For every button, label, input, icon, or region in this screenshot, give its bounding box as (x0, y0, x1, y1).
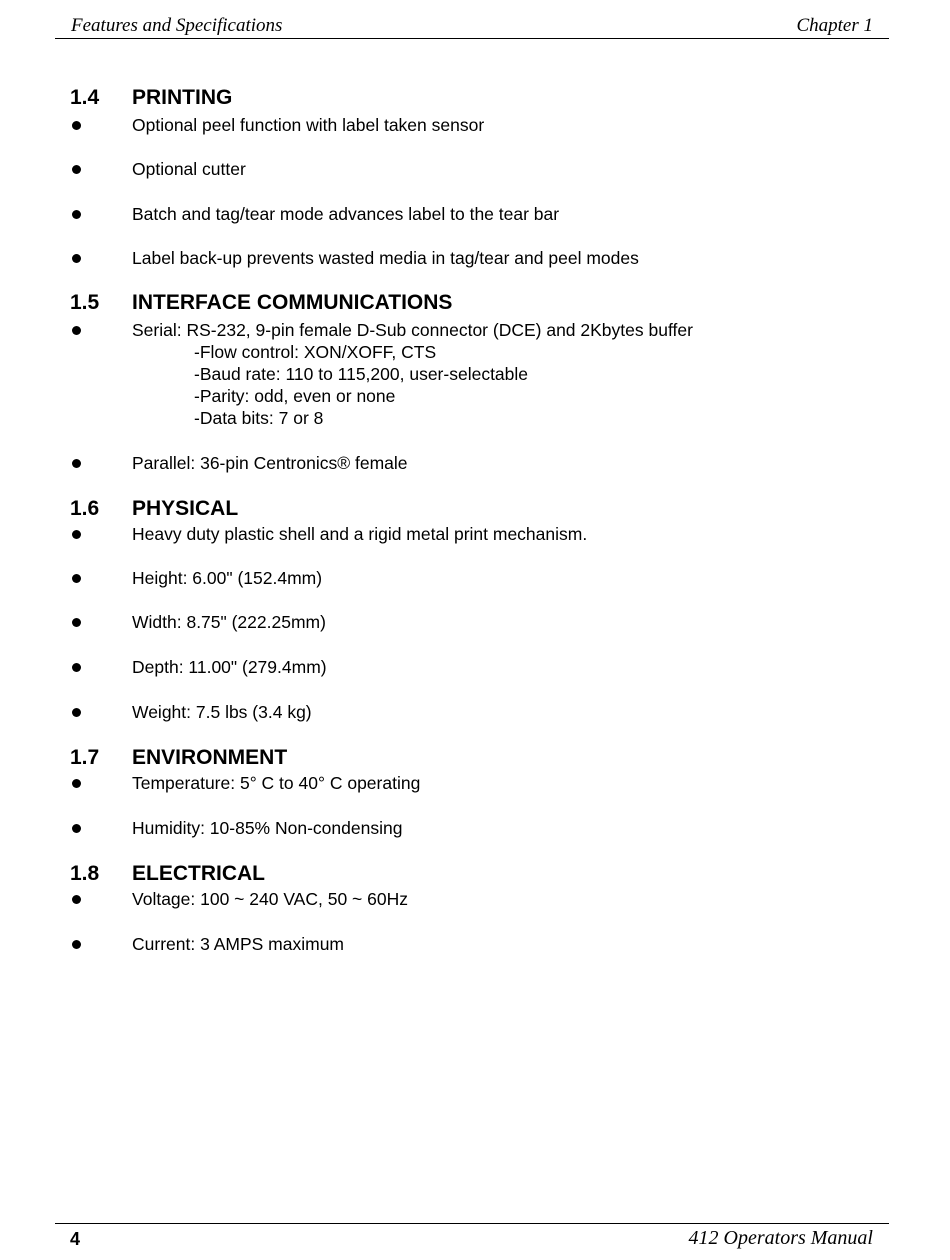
bullet-icon (72, 663, 81, 672)
section-heading (70, 746, 900, 774)
section-environment (70, 746, 900, 838)
bullet-icon (72, 779, 81, 788)
list-item-text: Serial: RS-232, 9-pin female D-Sub connector (DCE) and 2Kbytes buffer (132, 320, 693, 340)
list-item-text: Width: 8.75" (222.25mm) (132, 612, 326, 632)
section-heading (70, 862, 900, 890)
section-number: 1.8 (70, 862, 100, 885)
serial-detail-line: -Baud rate: 110 to 115,200, user-selectable (194, 364, 529, 384)
list-item-text: Heavy duty plastic shell and a rigid metal print mechanism. (132, 524, 588, 544)
serial-details (194, 341, 528, 429)
bullet-icon (72, 326, 81, 335)
bullet-icon (72, 530, 81, 539)
bullet-icon (72, 459, 81, 468)
bullet-icon (72, 708, 81, 717)
section-title: ELECTRICAL (132, 862, 265, 885)
section-title: PHYSICAL (132, 497, 239, 520)
header-chapter: Chapter 1 (796, 15, 873, 36)
section-electrical (70, 862, 900, 954)
bullet-icon (72, 210, 81, 219)
bullet-icon (72, 940, 81, 949)
list-item-text: Voltage: 100 ~ 240 VAC, 50 ~ 60Hz (132, 889, 408, 909)
serial-detail-line: -Data bits: 7 or 8 (194, 408, 324, 428)
list-item-text: Batch and tag/tear mode advances label to the tear bar (132, 204, 560, 224)
list-item-text: Current: 3 AMPS maximum (132, 934, 344, 954)
section-number: 1.6 (70, 497, 100, 520)
section-number: 1.5 (70, 291, 100, 314)
list-item-text: Temperature: 5° C to 40° C operating (132, 773, 421, 793)
section-number: 1.7 (70, 746, 100, 769)
bullet-icon (72, 824, 81, 833)
list-item-text: Depth: 11.00" (279.4mm) (132, 657, 327, 677)
header-section-title: Features and Specifications (71, 15, 283, 36)
list-item-text: Label back-up prevents wasted media in tag/tear and peel modes (132, 248, 639, 268)
serial-detail-line: -Flow control: XON/XOFF, CTS (194, 342, 437, 362)
bullet-icon (72, 254, 81, 263)
bullet-icon (72, 121, 81, 130)
section-title: ENVIRONMENT (132, 746, 288, 769)
section-title: PRINTING (132, 86, 233, 109)
section-interface-communications (70, 291, 900, 473)
section-heading (70, 291, 900, 319)
page-number: 4 (70, 1229, 81, 1249)
bullet-icon (72, 895, 81, 904)
bullet-icon (72, 618, 81, 627)
section-heading (70, 86, 900, 114)
section-title: INTERFACE COMMUNICATIONS (132, 291, 453, 314)
running-header (55, 12, 889, 39)
section-heading (70, 497, 900, 525)
footer-manual-title: 412 Operators Manual (688, 1227, 873, 1249)
list-item-text: Weight: 7.5 lbs (3.4 kg) (132, 702, 312, 722)
list-item-text: Humidity: 10-85% Non-condensing (132, 818, 403, 838)
serial-detail-line: -Parity: odd, even or none (194, 386, 396, 406)
list-item-text: Height: 6.00" (152.4mm) (132, 568, 323, 588)
section-printing (70, 86, 900, 268)
running-footer (55, 1223, 889, 1254)
list-item-text: Parallel: 36-pin Centronics® female (132, 453, 408, 473)
section-physical (70, 497, 900, 722)
bullet-icon (72, 165, 81, 174)
section-number: 1.4 (70, 86, 100, 109)
list-item-text: Optional peel function with label taken sensor (132, 115, 485, 135)
bullet-icon (72, 574, 81, 583)
list-item-text: Optional cutter (132, 159, 246, 179)
